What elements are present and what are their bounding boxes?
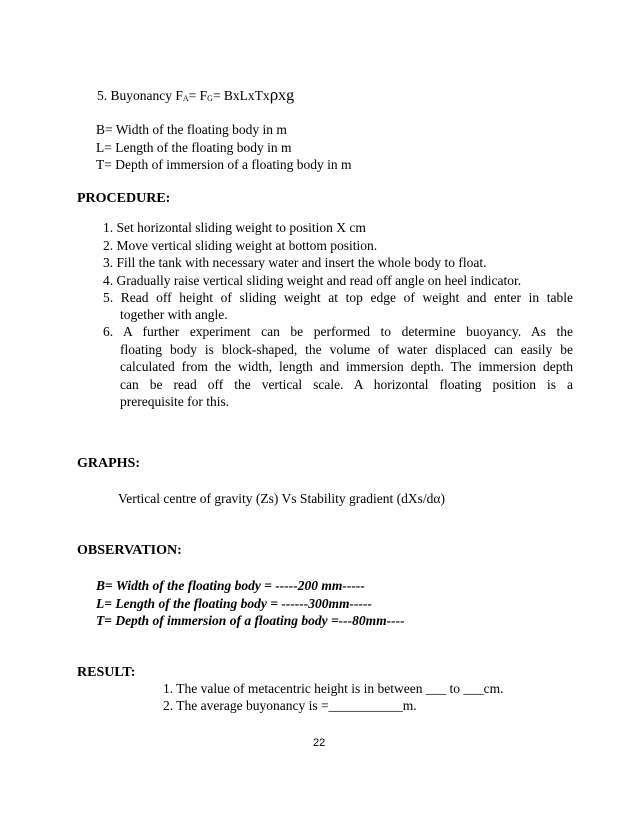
definition-l: L= Length of the floating body in m — [96, 140, 292, 155]
formula-sub-a: A — [182, 94, 189, 103]
buoyancy-formula — [97, 86, 294, 107]
formula-eq2: = BxLxTx — [212, 88, 270, 103]
procedure-step-1: 1. Set horizontal sliding weight to position X cm — [103, 220, 366, 235]
procedure-step-5-line-2: together with angle. — [120, 307, 228, 322]
procedure-step-6-line-2: floating body is block-shaped, the volume of water displaced can easily be — [120, 342, 573, 357]
result-heading: RESULT: — [77, 665, 136, 680]
definition-b: B= Width of the floating body in m — [96, 122, 287, 137]
procedure-step-6-line-5: prerequisite for this. — [120, 394, 230, 409]
formula-rho: ρ — [269, 85, 279, 104]
procedure-step-3: 3. Fill the tank with necessary water and insert the whole body to float. — [103, 255, 487, 270]
observation-length: L= Length of the floating body = ------300mm----- — [96, 596, 372, 611]
procedure-step-6-line-3: calculated from the width, length and immersion depth. The immersion depth — [120, 359, 573, 374]
procedure-step-2: 2. Move vertical sliding weight at bottom position. — [103, 238, 378, 253]
procedure-step-6-line-1: 6. A further experiment can be performed to determine buoyancy. As the — [103, 324, 573, 339]
formula-x: x — [278, 87, 287, 104]
observation-depth: T= Depth of immersion of a floating body =---80mm---- — [96, 613, 405, 628]
procedure-step-4: 4. Gradually raise vertical sliding weight and read off angle on heel indicator. — [103, 273, 522, 288]
procedure-step-6-line-4: can be read off the vertical scale. A horizontal floating position is a — [120, 377, 573, 392]
observation-heading: OBSERVATION: — [77, 543, 182, 558]
result-item-1: 1. The value of metacentric height is in between ___ to ___cm. — [163, 681, 504, 696]
formula-sub-g: G — [207, 94, 213, 103]
formula-prefix: 5. Buyonancy F — [97, 88, 183, 103]
formula-g: g — [286, 87, 295, 104]
graphs-heading: GRAPHS: — [77, 456, 140, 471]
result-item-2: 2. The average buyonancy is =___________m. — [163, 698, 417, 713]
procedure-heading: PROCEDURE: — [77, 191, 171, 206]
definition-t: T= Depth of immersion of a floating body in m — [96, 157, 352, 172]
formula-eq1: = F — [188, 88, 208, 103]
page-number: 22 — [313, 737, 326, 749]
graphs-text: Vertical centre of gravity (Zs) Vs Stability gradient (dXs/dα) — [118, 491, 445, 506]
observation-width: B= Width of the floating body = -----200 mm----- — [96, 578, 365, 593]
procedure-step-5-line-1: 5. Read off height of sliding weight at top edge of weight and enter in table — [103, 290, 573, 305]
